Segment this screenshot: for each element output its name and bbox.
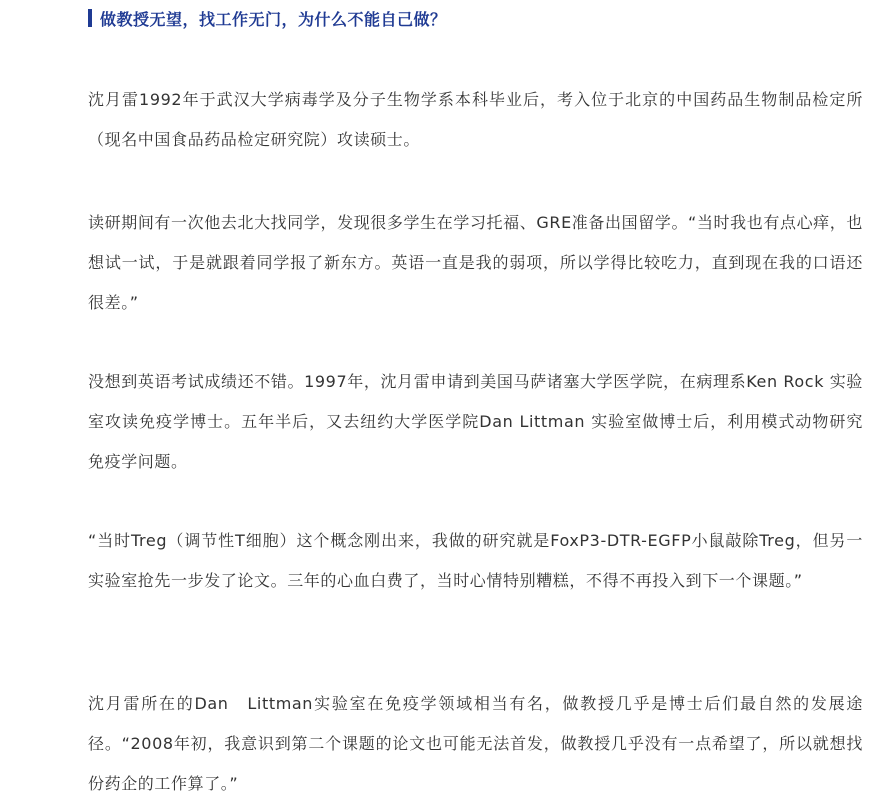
section-heading <box>88 6 447 30</box>
paragraph-4: “当时Treg（调节性T细胞）这个概念刚出来，我做的研究就是FoxP3-DTR-EGFP小鼠敲除Treg，但另一实验室抢先一步发了论文。三年的心血白费了，当时心情特别糟糕，不得不再投入到下一个课题。” <box>88 531 863 590</box>
heading-accent-bar <box>88 9 92 27</box>
paragraph-5: 沈月雷所在的Dan Littman实验室在免疫学领域相当有名，做教授几乎是博士后们最自然的发展途径。“2008年初，我意识到第二个课题的论文也可能无法首发，做教授几乎没有一点希望了，所以就想找份药企的工作算了。” <box>88 694 863 793</box>
heading-text: 做教授无望，找工作无门，为什么不能自己做？ <box>100 9 447 29</box>
paragraph-1: 沈月雷1992年于武汉大学病毒学及分子生物学系本科毕业后，考入位于北京的中国药品生物制品检定所（现名中国食品药品检定研究院）攻读硕士。 <box>88 90 863 149</box>
paragraph-3: 没想到英语考试成绩还不错。1997年，沈月雷申请到美国马萨诸塞大学医学院，在病理系Ken Rock 实验室攻读免疫学博士。五年半后，又去纽约大学医学院Dan Littman 实验室做博士后，利用模式动物研究免疫学问题。 <box>88 372 863 471</box>
paragraph-2: 读研期间有一次他去北大找同学，发现很多学生在学习托福、GRE准备出国留学。“当时我也有点心痒，也想试一试，于是就跟着同学报了新东方。英语一直是我的弱项，所以学得比较吃力，直到现在我的口语还很差。” <box>88 213 863 312</box>
